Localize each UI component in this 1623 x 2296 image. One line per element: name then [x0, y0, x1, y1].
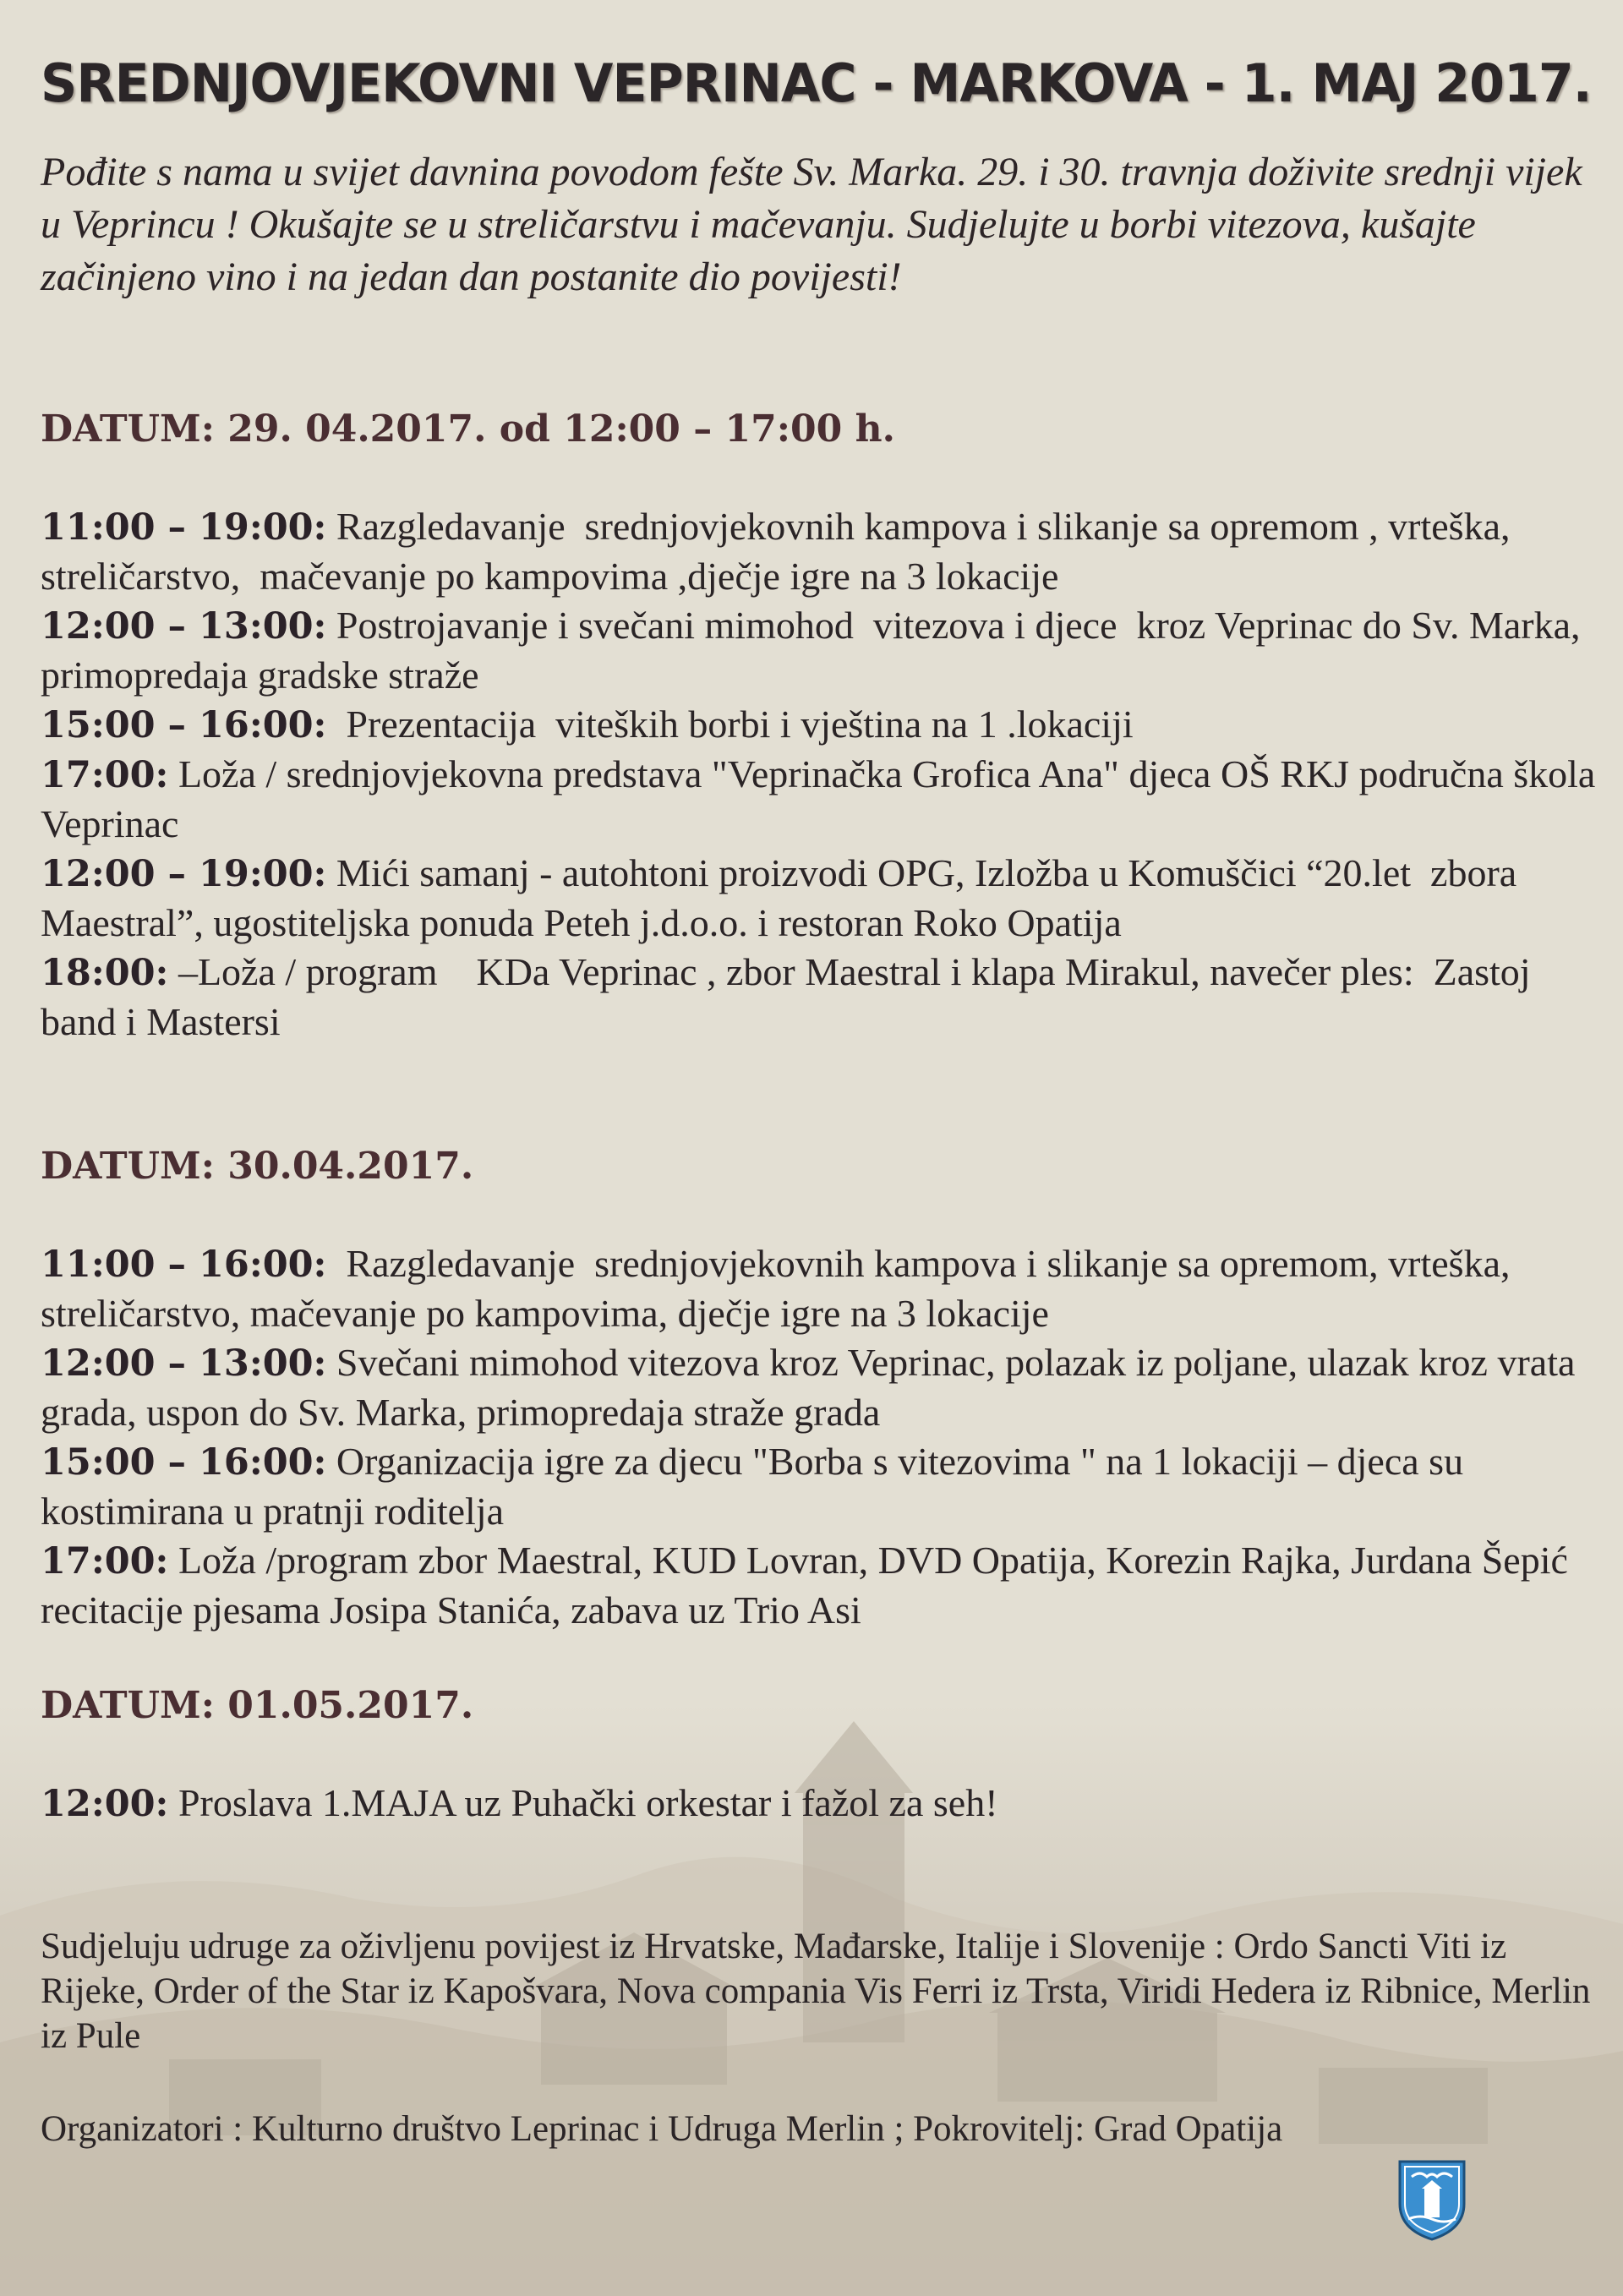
schedule-item — [41, 1536, 1613, 1635]
schedule-text: –Loža / program KDa Veprinac , zbor Maestral i klapa Mirakul, navečer ples: Zastoj band i Mastersi — [41, 950, 1541, 1043]
schedule-text: Loža /program zbor Maestral, KUD Lovran, DVD Opatija, Korezin Rajka, Jurdana Šepić recitacije pjesama Josipa Stanića, zabava uz Trio Asi — [41, 1539, 1578, 1632]
schedule-time: 17:00: — [41, 754, 169, 796]
schedule-day-2 — [41, 1239, 1613, 1635]
schedule-item — [41, 948, 1613, 1047]
schedule-item — [41, 1338, 1613, 1437]
schedule-text: Mići samanj - autohtoni proizvodi OPG, Izložba u Komuščici “20.let zbora Maestral”, ugostiteljska ponuda Peteh j.d.o.o. i restoran Roko Opatija — [41, 851, 1527, 944]
schedule-time: 11:00 – 16:00: — [41, 1244, 327, 1286]
date-heading-2: DATUM: 30.04.2017. — [41, 1145, 474, 1188]
schedule-text: Proslava 1.MAJA uz Puhački orkestar i fažol za seh! — [168, 1781, 998, 1824]
schedule-text: Svečani mimohod vitezova kroz Veprinac, polazak iz poljane, ulazak kroz vrata grada, uspon do Sv. Marka, primopredaja straže grada — [41, 1341, 1585, 1434]
schedule-time: 11:00 – 19:00: — [41, 506, 327, 549]
schedule-text: Razgledavanje srednjovjekovnih kampova i slikanje sa opremom , vrteška, streličarstvo, mačevanje po kampovima ,dječje igre na 3 lokacije — [41, 505, 1520, 598]
schedule-time: 12:00: — [41, 1783, 169, 1825]
schedule-text: Organizacija igre za djecu "Borba s vitezovima " na 1 lokaciji – djeca su kostimirana u pratnji roditelja — [41, 1440, 1473, 1533]
date-heading-1: DATUM: 29. 04.2017. od 12:00 – 17:00 h. — [41, 407, 895, 451]
schedule-item — [41, 1779, 1613, 1829]
schedule-item — [41, 700, 1613, 750]
schedule-item — [41, 750, 1613, 849]
schedule-time: 15:00 – 16:00: — [41, 1441, 327, 1484]
schedule-item — [41, 601, 1613, 700]
schedule-item — [41, 849, 1613, 948]
schedule-item — [41, 1239, 1613, 1338]
schedule-text: Loža / srednjovjekovna predstava "Veprinačka Grofica Ana" djeca OŠ RKJ područna škola Veprinac — [41, 752, 1605, 845]
schedule-time: 18:00: — [41, 952, 169, 994]
schedule-time: 15:00 – 16:00: — [41, 704, 327, 746]
schedule-text: Prezentacija viteških borbi i vještina na 1 .lokaciji — [326, 702, 1134, 746]
schedule-time: 12:00 – 19:00: — [41, 853, 327, 895]
schedule-item — [41, 502, 1613, 601]
schedule-item — [41, 1437, 1613, 1536]
schedule-text: Razgledavanje srednjovjekovnih kampova i slikanje sa opremom, vrteška, streličarstvo, mačevanje po kampovima, dječje igre na 3 lokacije — [41, 1242, 1520, 1335]
schedule-day-3 — [41, 1779, 1613, 1829]
organizers-line: Organizatori : Kulturno društvo Leprinac i Udruga Merlin ; Pokrovitelj: Grad Opatija — [41, 2109, 1283, 2149]
intro-paragraph: Pođite s nama u svijet davnina povodom fešte Sv. Marka. 29. i 30. travnja doživite srednji vijek u Veprincu ! Okušajte se u streličarstvu i mačevanju. Sudjelujte u borbi vitezova, kušajte začinjeno vino i na jedan dan postanite dio povijesti! — [41, 150, 1582, 299]
date-heading-3: DATUM: 01.05.2017. — [41, 1684, 474, 1727]
schedule-text: Postrojavanje i svečani mimohod vitezova i djece kroz Veprinac do Sv. Marka, primopredaja gradske straže — [41, 604, 1591, 697]
schedule-time: 17:00: — [41, 1540, 169, 1583]
schedule-day-1 — [41, 502, 1613, 1047]
schedule-time: 12:00 – 13:00: — [41, 1342, 327, 1385]
schedule-time: 12:00 – 13:00: — [41, 605, 327, 648]
participants-paragraph: Sudjeluju udruge za oživljenu povijest iz Hrvatske, Mađarske, Italije i Slovenije : Ordo Sancti Viti iz Rijeke, Order of the Star iz Kapošvara, Nova compania Vis Ferri iz Trsta, Viridi Hedera iz Ribnice, Merlin iz Pule — [41, 1927, 1591, 2056]
poster-title: SREDNJOVJEKOVNI VEPRINAC - MARKOVA - 1. MAJ 2017. — [41, 52, 1592, 114]
city-crest-icon — [1396, 2158, 1467, 2241]
